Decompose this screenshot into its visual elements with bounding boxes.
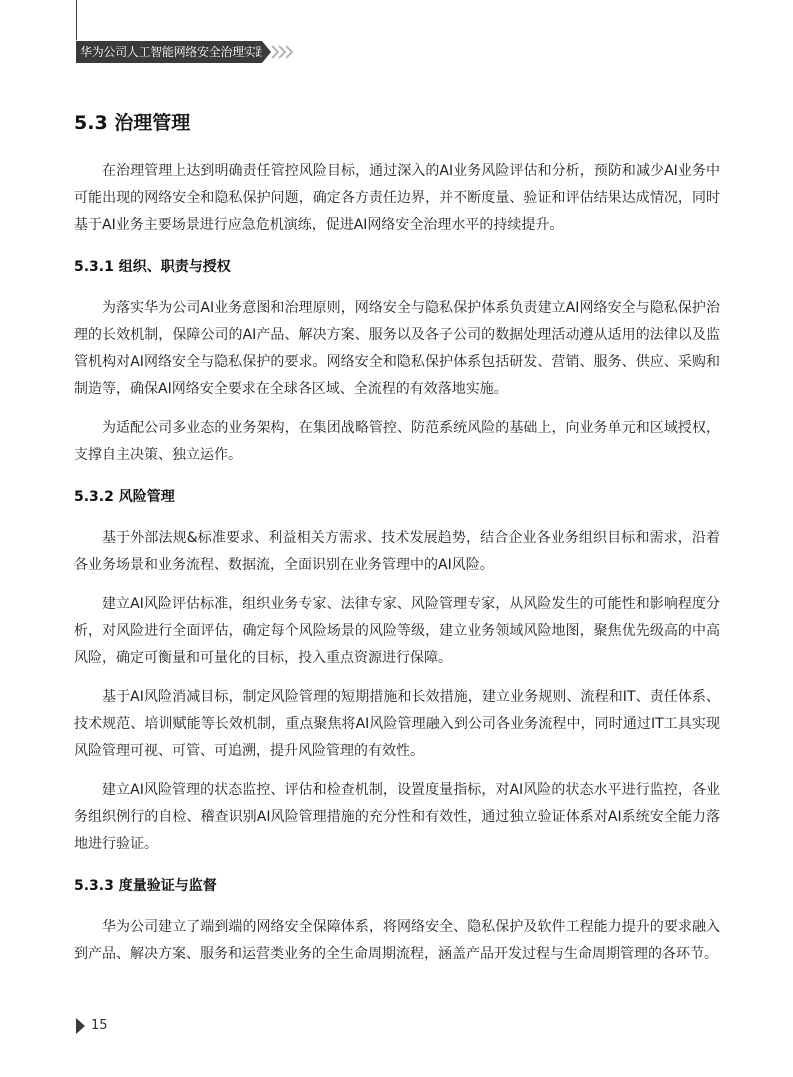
triple-chevron-right-icon — [270, 44, 294, 64]
main-content — [74, 110, 720, 968]
paragraph: 华为公司建立了端到端的网络安全保障体系，将网络安全、隐私保护及软件工程能力提升的要求融入到产品、解决方案、服务和运营类业务的全生命周期流程，涵盖产品开发过程与生命周期管理的各环节。 — [74, 919, 720, 962]
paragraph: 建立AI风险评估标准，组织业务专家、法律专家、风险管理专家，从风险发生的可能性和影响程度分析，对风险进行全面评估，确定每个风险场景的风险等级，建立业务领域风险地图，聚焦优先级高的中高风险，确定可衡量和可量化的目标，投入重点资源进行保障。 — [74, 596, 720, 666]
section-heading: 5.3 治理管理 — [74, 112, 191, 134]
paragraph: 为适配公司多业态的业务架构，在集团战略管控、防范系统风险的基础上，向业务单元和区域授权，支撑自主决策、独立运作。 — [74, 420, 720, 463]
page-number: 15 — [91, 1018, 108, 1033]
section-intro: 在治理管理上达到明确责任管控风险目标，通过深入的AI业务风险评估和分析，预防和减少AI业务中可能出现的网络安全和隐私保护问题，确定各方责任边界，并不断度量、验证和评估结果达成情况，同时基于AI业务主要场景进行应急危机演练，促进AI网络安全治理水平的持续提升。 — [74, 163, 720, 233]
paragraph: 为落实华为公司AI业务意图和治理原则，网络安全与隐私保护体系负责建立AI网络安全与隐私保护治理的长效机制，保障公司的AI产品、解决方案、服务以及各子公司的数据处理活动遵从适用的法律以及监管机构对AI网络安全与隐私保护的要求。网络安全和隐私保护体系包括研发、营销、服务、供应、采购和制造等，确保AI网络安全要求在全球各区域、全流程的有效落地实施。 — [74, 300, 720, 397]
paragraph: 基于AI风险消减目标，制定风险管理的短期措施和长效措施，建立业务规则、流程和IT、责任体系、技术规范、培训赋能等长效机制，重点聚焦将AI风险管理融入到公司各业务流程中，同时通过IT工具实现风险管理可视、可管、可追溯，提升风险管理的有效性。 — [74, 689, 720, 759]
subsection-heading: 5.3.2 风险管理 — [74, 489, 175, 505]
running-header: 华为公司人工智能网络安全治理实践 — [76, 41, 262, 63]
header-rule — [76, 0, 77, 40]
subsection-heading: 5.3.3 度量验证与监督 — [74, 878, 217, 894]
page-footer — [76, 1018, 108, 1034]
paragraph: 建立AI风险管理的状态监控、评估和检查机制，设置度量指标，对AI风险的状态水平进行监控，各业务组织例行的自检、稽查识别AI风险管理措施的充分性和有效性，通过独立验证体系对AI系统安全能力落地进行验证。 — [74, 782, 720, 852]
subsection-heading: 5.3.1 组织、职责与授权 — [74, 259, 231, 275]
triangle-right-icon — [76, 1018, 85, 1034]
paragraph: 基于外部法规&标准要求、利益相关方需求、技术发展趋势，结合企业各业务组织目标和需求，沿着各业务场景和业务流程、数据流，全面识别在业务管理中的AI风险。 — [74, 530, 720, 573]
